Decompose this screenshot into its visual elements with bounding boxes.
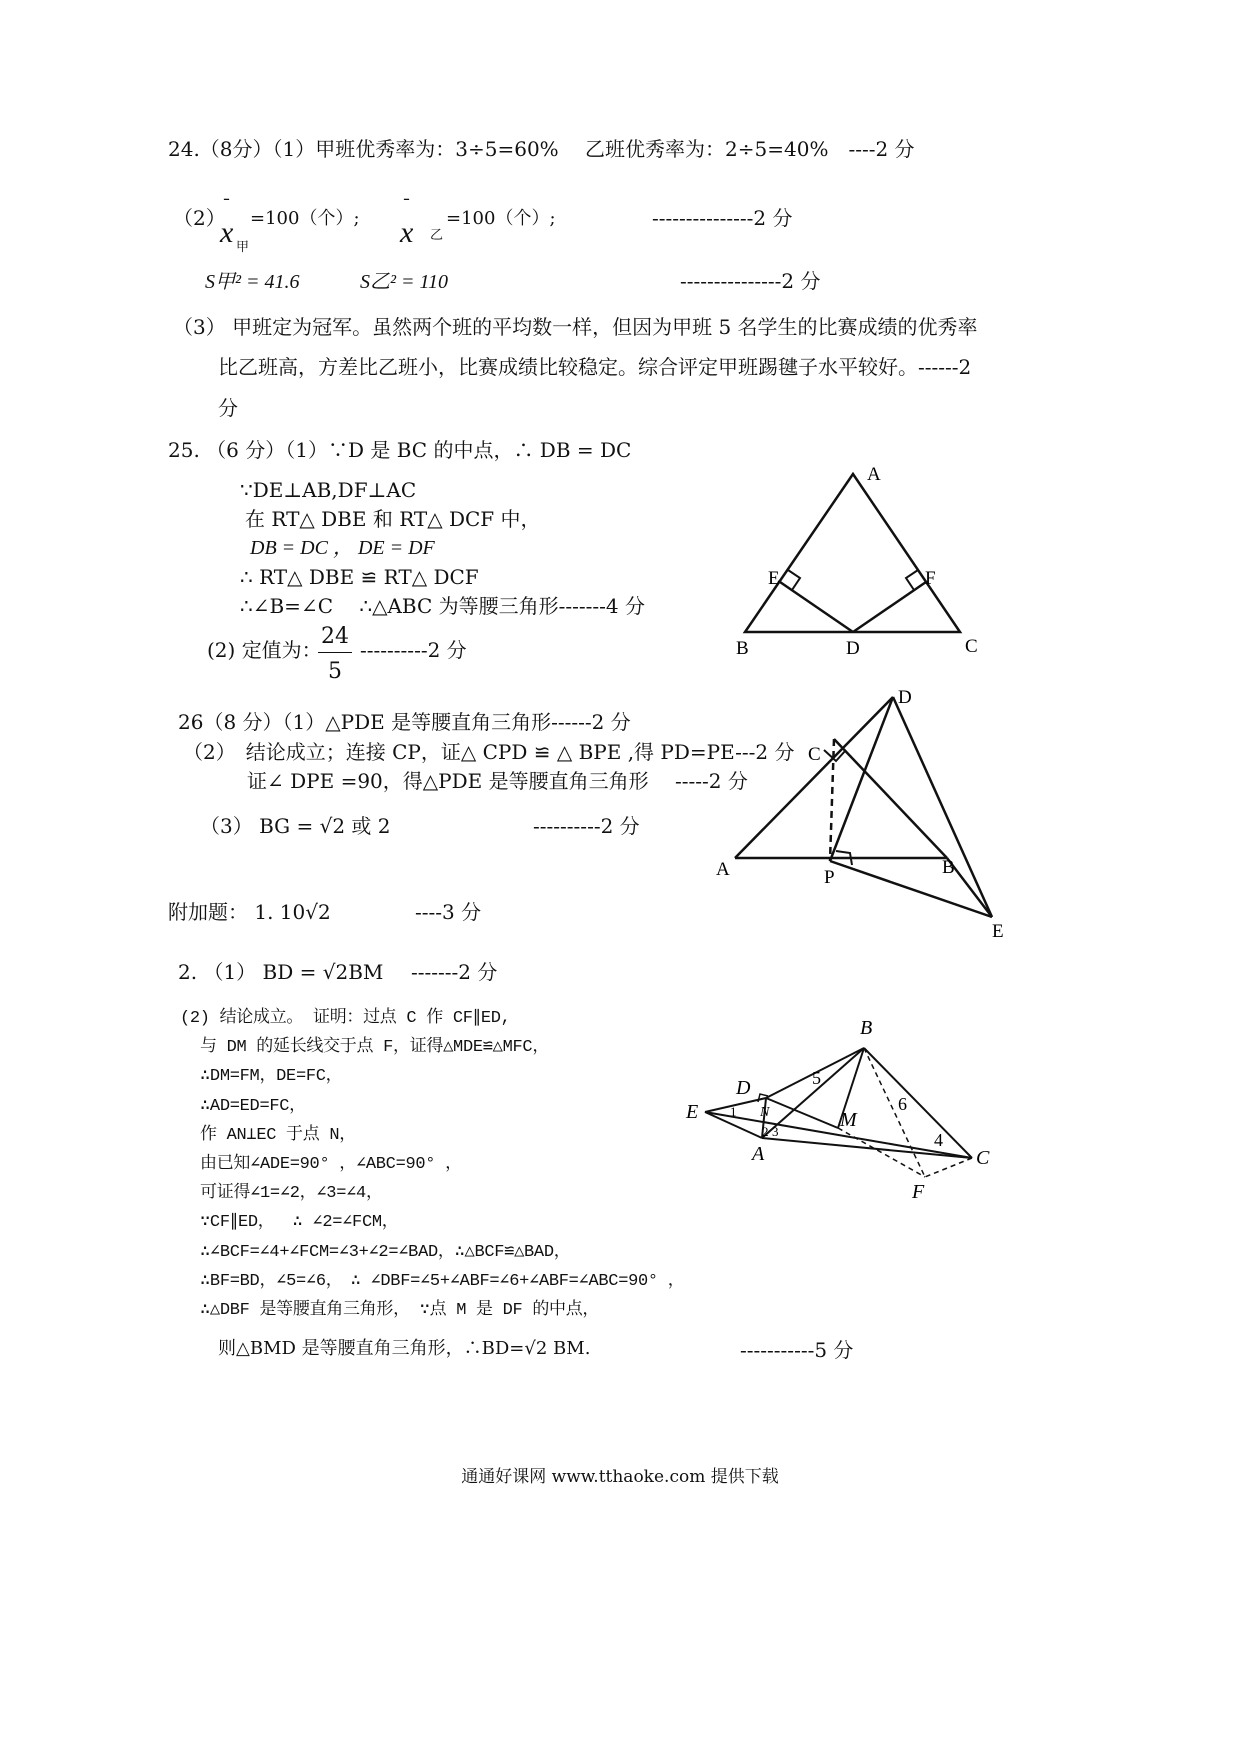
extra-last-line: 则△BMD 是等腰直角三角形，∴BD=√2 BM. <box>218 1338 591 1359</box>
fig26-label-A: A <box>716 859 730 880</box>
q24-part2-prefix: （2） <box>173 206 226 230</box>
x-bar-yi: ¯ <box>402 196 411 217</box>
q26-figure <box>710 685 1030 945</box>
fig-extra-label-A: A <box>752 1143 765 1165</box>
fig26-label-E: E <box>992 921 1004 942</box>
q24-score-variance: ---------------2 分 <box>680 269 821 293</box>
extra-last-score: -----------5 分 <box>740 1338 854 1362</box>
fig26-label-P: P <box>824 867 835 888</box>
fig26-label-B: B <box>942 857 955 878</box>
variance-yi: S乙² = 110 <box>360 271 449 293</box>
q26-line2: （2） 结论成立；连接 CP，证△ CPD ≌ △ BPE ,得 PD=PE---2 分 <box>183 740 795 764</box>
fig25-label-D: D <box>846 638 860 659</box>
q26-line3: 证∠ DPE =90，得△PDE 是等腰直角三角形 -----2 分 <box>247 769 748 793</box>
fig-extra-label-C: C <box>976 1147 990 1169</box>
q25-fraction <box>318 624 352 684</box>
mean-yi: =100（个）; <box>446 208 556 229</box>
fig-extra-label-1: 1 <box>730 1104 737 1119</box>
fig26-label-D: D <box>898 687 912 708</box>
proof-line-5: 作 AN⊥EC 于点 N， <box>200 1125 356 1145</box>
fig25-label-B: B <box>736 638 749 659</box>
x-sub-yi: 乙 <box>430 228 444 243</box>
fig-extra-label-F: F <box>912 1181 925 1203</box>
extra-figure <box>680 1012 1020 1212</box>
fraction-denominator: 5 <box>328 659 342 684</box>
q25-line2: ∵DE⊥AB,DF⊥AC <box>240 478 417 502</box>
x-symbol-jia: x <box>220 216 234 249</box>
q25-line5: ∴ RT△ DBE ≌ RT△ DCF <box>240 565 479 589</box>
variance-jia: S甲² = 41.6 <box>205 271 300 293</box>
q24-line1: 24.（8分）（1）甲班优秀率为：3÷5=60% 乙班优秀率为：2÷5=40% ----2 分 <box>168 137 915 161</box>
fig-extra-label-M: M <box>840 1109 857 1131</box>
fig25-label-A: A <box>867 464 881 485</box>
extra-line1-score: ----3 分 <box>415 900 482 924</box>
fig-extra-label-D: D <box>736 1077 751 1099</box>
fig26-label-C: C <box>808 744 821 765</box>
fig-extra-label-N: N <box>760 1105 770 1120</box>
q24-part3-line1: （3） 甲班定为冠军。虽然两个班的平均数一样，但因为甲班 5 名学生的比赛成绩的优秀率 <box>173 315 978 339</box>
proof-line-9: ∴∠BCF=∠4+∠FCM=∠3+∠2=∠BAD，∴△BCF≌△BAD， <box>200 1242 571 1262</box>
q26-line4: （3） BG = √2 或 2 <box>200 814 391 838</box>
fig-extra-label-2: 2 <box>762 1124 769 1139</box>
fig-extra-label-6: 6 <box>898 1094 907 1114</box>
extra-line2-score: -------2 分 <box>411 960 498 984</box>
proof-line-8: ∵CF∥ED， ∴ ∠2=∠FCM， <box>200 1213 399 1233</box>
q24-part3-line2: 比乙班高，方差比乙班小，比赛成绩比较稳定。综合评定甲班踢毽子水平较好。------2 <box>218 355 972 379</box>
q25-part2-score: ----------2 分 <box>360 638 467 662</box>
fig-extra-label-5: 5 <box>812 1068 821 1088</box>
proof-line-7: 可证得∠1=∠2，∠3=∠4， <box>200 1184 383 1204</box>
extra-proof <box>180 1004 684 1325</box>
q25-line3: 在 RT△ DBE 和 RT△ DCF 中， <box>245 507 541 531</box>
fraction-numerator: 24 <box>318 624 352 653</box>
x-sub-jia: 甲 <box>236 240 250 255</box>
q26-line4-score: ----------2 分 <box>533 814 640 838</box>
proof-line-2: 与 DM 的延长线交于点 F，证得△MDE≌△MFC， <box>200 1038 550 1058</box>
fig-extra-label-3: 3 <box>772 1124 779 1139</box>
proof-line-10: ∴BF=BD，∠5=∠6， ∴ ∠DBF=∠5+∠ABF=∠6+∠ABF=∠ABC=90° ， <box>200 1271 685 1291</box>
page-footer: 通通好课网 www.tthaoke.com 提供下载 <box>461 1467 779 1487</box>
fig-extra-label-E: E <box>686 1101 699 1123</box>
q25-figure <box>730 460 990 660</box>
x-symbol-yi: x <box>400 216 414 249</box>
fig-extra-label-4: 4 <box>934 1130 943 1150</box>
fig-extra-label-B: B <box>860 1017 873 1039</box>
fig25-label-E: E <box>768 568 780 589</box>
proof-line-11: ∴△DBF 是等腰直角三角形， ∵点 M 是 DF 的中点， <box>200 1301 600 1321</box>
x-bar-jia: ¯ <box>222 196 231 217</box>
proof-line-4: ∴AD=ED=FC， <box>200 1096 306 1116</box>
proof-line-6: 由已知∠ADE=90° ，∠ABC=90° ， <box>200 1155 462 1175</box>
mean-jia: =100（个）; <box>250 208 360 229</box>
extra-line1: 附加题： 1. 10√2 <box>168 900 331 924</box>
q24-score-mean: ---------------2 分 <box>652 206 793 230</box>
fig25-label-F: F <box>925 568 936 589</box>
q25-part2-prefix: (2) 定值为： <box>207 638 322 662</box>
proof-line-1: (2) 结论成立。 证明：过点 C 作 CF∥ED, <box>180 1009 511 1028</box>
fig25-label-C: C <box>965 636 978 657</box>
q25-line4: DB = DC ， DE = DF <box>250 537 435 559</box>
proof-line-3: ∴DM=FM，DE=FC， <box>200 1067 343 1087</box>
q25-line1: 25. （6 分）（1）∵D 是 BC 的中点，∴ DB = DC <box>168 438 632 462</box>
q26-line1: 26（8 分）（1）△PDE 是等腰直角三角形------2 分 <box>178 710 631 734</box>
q25-line6: ∴∠B=∠C ∴△ABC 为等腰三角形-------4 分 <box>240 594 646 618</box>
extra-line2: 2. （1） BD = √2BM <box>178 960 384 984</box>
q24-part3-line3: 分 <box>218 396 238 420</box>
